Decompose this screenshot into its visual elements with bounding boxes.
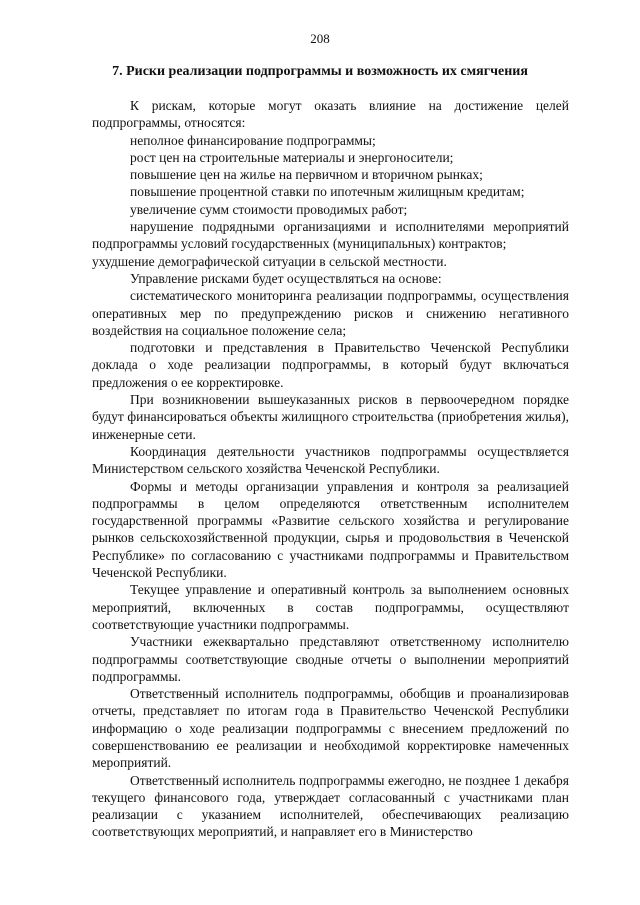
list-item: систематического мониторинга реализации подпрограммы, осуществления оперативных мер по предупреждению рисков и снижению негативного воздействия на социальное положение села; <box>92 288 569 338</box>
paragraph: Формы и методы организации управления и контроля за реализацией подпрограммы в целом определяются ответственным исполнителем государственной программы «Развитие сельского хозяйства и регулирование рынков сельскохозяйственной продукции, сырья и продовольствия в Чеченской Республике» по согласованию с участниками подпрограммы и Правительством Чеченской Республики. <box>92 478 569 581</box>
section-title: 7. Риски реализации подпрограммы и возможность их смягчения <box>112 64 528 79</box>
list-item: повышение цен на жилье на первичном и вторичном рынках; <box>130 167 483 183</box>
document-body <box>92 97 569 841</box>
list-item: увеличение сумм стоимости проводимых работ; <box>130 201 408 217</box>
list-item: неполное финансирование подпрограммы; <box>130 132 376 148</box>
page-number: 208 <box>310 31 330 46</box>
paragraph: Текущее управление и оперативный контроль за выполнением основных мероприятий, включенных в состав подпрограммы, осуществляют соответствующие участники подпрограммы. <box>92 582 569 632</box>
list-item: нарушение подрядными организациями и исполнителями мероприятий подпрограммы условий государственных (муниципальных) контрактов; <box>92 219 569 252</box>
paragraph: При возникновении вышеуказанных рисков в первоочередном порядке будут финансироваться объекты жилищного строительства (приобретения жилья), инженерные сети. <box>92 392 569 442</box>
paragraph: Управление рисками будет осуществляться на основе: <box>130 270 442 286</box>
list-item: ухудшение демографической ситуации в сельской местности. <box>92 253 447 269</box>
list-item: повышение процентной ставки по ипотечным жилищным кредитам; <box>130 184 525 200</box>
paragraph: Ответственный исполнитель подпрограммы ежегодно, не позднее 1 декабря текущего финансового года, утверждает согласованный с участниками план реализации с указанием исполнителей, обеспечивающих реализацию соответствующих мероприятий, и направляет его в Министерство <box>92 772 569 840</box>
list-item: рост цен на строительные материалы и энергоносители; <box>130 149 454 165</box>
list-item: подготовки и представления в Правительство Чеченской Республики доклада о ходе реализации подпрограммы, в который будут включаться предложения о ее корректировке. <box>92 340 569 390</box>
paragraph: Координация деятельности участников подпрограммы осуществляется Министерством сельского хозяйства Чеченской Республики. <box>92 443 569 477</box>
paragraph: Ответственный исполнитель подпрограммы, обобщив и проанализировав отчеты, представляет по итогам года в Правительство Чеченской Республики информацию о ходе реализации подпрограммы с внесением предложений по совершенствованию ее реализации и необходимой корректировке намеченных мероприятий. <box>92 686 569 771</box>
paragraph: Участники ежеквартально представляют ответственному исполнителю подпрограммы соответствующие сводные отчеты о выполнении мероприятий подпрограммы. <box>92 634 569 684</box>
paragraph: К рискам, которые могут оказать влияние на достижение целей подпрограммы, относятся: <box>92 98 569 131</box>
